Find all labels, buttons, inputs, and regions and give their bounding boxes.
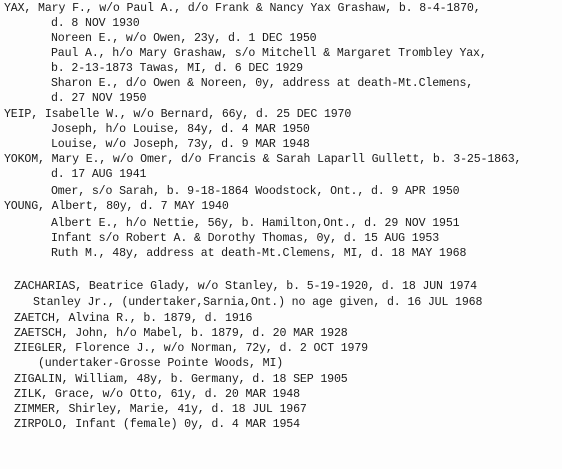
entry-young-albert: YOUNG, Albert, 80y, d. 7 MAY 1940 — [4, 200, 229, 213]
entry-zirpolo-infant: ZIRPOLO, Infant (female) 0y, d. 4 MAR 1954 — [14, 418, 300, 431]
entry-yax-paul: Paul A., h/o Mary Grashaw, s/o Mitchell & Margaret Trombley Yax, — [51, 47, 487, 60]
entry-young-ruth: Ruth M., 48y, address at death-Mt.Clemens, MI, d. 18 MAY 1968 — [51, 247, 467, 260]
entry-yax-noreen: Noreen E., w/o Owen, 23y, d. 1 DEC 1950 — [51, 32, 317, 45]
entry-yeip-louise: Louise, w/o Joseph, 73y, d. 9 MAR 1948 — [51, 138, 310, 151]
entry-zaetch-alvina: ZAETCH, Alvina R., b. 1879, d. 1916 — [14, 312, 253, 325]
entry-young-albert-e: Albert E., h/o Nettie, 56y, b. Hamilton,Ont., d. 29 NOV 1951 — [51, 217, 460, 230]
entry-zimmer-shirley: ZIMMER, Shirley, Marie, 41y, d. 18 JUL 1967 — [14, 403, 307, 416]
entry-yax-sharon: Sharon E., d/o Owen & Noreen, 0y, address at death-Mt.Clemens, — [51, 77, 474, 90]
entry-yax-paul-cont: b. 2-13-1873 Tawas, MI, d. 6 DEC 1929 — [51, 62, 303, 75]
entry-yokom-mary: YOKOM, Mary E., w/o Omer, d/o Francis & Sarah Laparll Gullett, b. 3-25-1863, — [4, 153, 522, 166]
entry-yeip-isabelle: YEIP, Isabelle W., w/o Bernard, 66y, d. 25 DEC 1970 — [4, 108, 352, 121]
entry-ziegler-undertaker: (undertaker-Grosse Pointe Woods, MI) — [38, 357, 284, 370]
entry-zacharias-beatrice: ZACHARIAS, Beatrice Glady, w/o Stanley, b. 5-19-1920, d. 18 JUN 1974 — [14, 280, 477, 293]
entry-yax-sharon-cont: d. 27 NOV 1950 — [51, 92, 147, 105]
entry-zigalin-william: ZIGALIN, William, 48y, b. Germany, d. 18 SEP 1905 — [14, 373, 348, 386]
entry-young-infant: Infant s/o Robert A. & Dorothy Thomas, 0y, d. 15 AUG 1953 — [51, 232, 440, 245]
entry-zacharias-stanley: Stanley Jr., (undertaker,Sarnia,Ont.) no age given, d. 16 JUL 1968 — [33, 296, 483, 309]
entry-yax-mary-cont: d. 8 NOV 1930 — [51, 17, 140, 30]
entry-yeip-joseph: Joseph, h/o Louise, 84y, d. 4 MAR 1950 — [51, 123, 310, 136]
entry-yokom-mary-cont: d. 17 AUG 1941 — [51, 168, 147, 181]
entry-yax-mary: YAX, Mary F., w/o Paul A., d/o Frank & Nancy Yax Grashaw, b. 8-4-1870, — [4, 2, 481, 15]
entry-zilk-grace: ZILK, Grace, w/o Otto, 61y, d. 20 MAR 1948 — [14, 388, 300, 401]
entry-zaetsch-john: ZAETSCH, John, h/o Mabel, b. 1879, d. 20 MAR 1928 — [14, 327, 348, 340]
entry-ziegler-florence: ZIEGLER, Florence J., w/o Norman, 72y, d. 2 OCT 1979 — [14, 342, 368, 355]
entry-yokom-omer: Omer, s/o Sarah, b. 9-18-1864 Woodstock, Ont., d. 9 APR 1950 — [51, 185, 460, 198]
